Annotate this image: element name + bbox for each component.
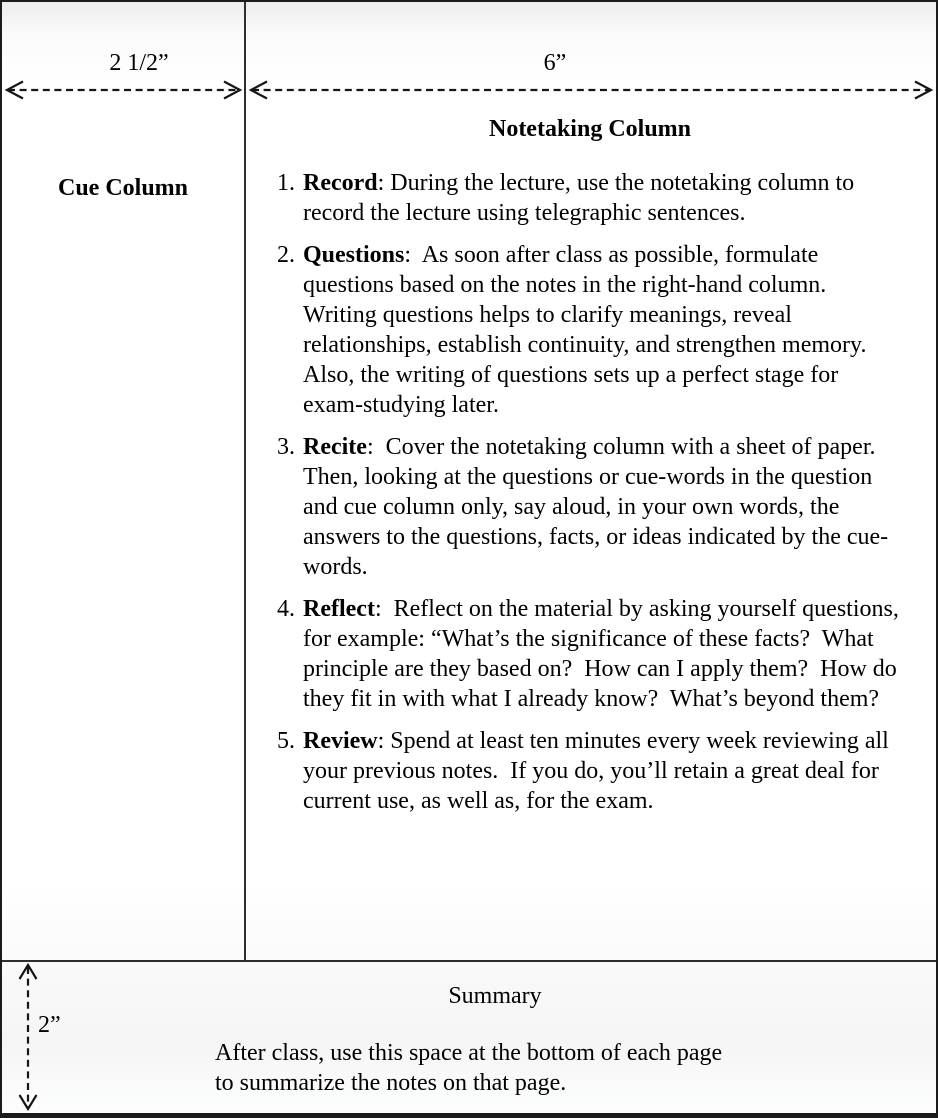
step-description: : Reflect on the material by asking yourself questions, for example: “What’s the significance of these facts? What principle are they based on? How can I apply them? How do they fit in with what I already know? What’s beyond them? xyxy=(303,596,905,712)
step-recite xyxy=(277,432,903,582)
cue-width-arrow xyxy=(2,78,245,102)
step-record xyxy=(277,168,903,228)
cue-column-title: Cue Column xyxy=(57,175,189,201)
cue-column-width-label: 2 1/2” xyxy=(109,50,169,76)
step-description: : As soon after class as possible, formulate questions based on the notes in the right-hand column. Writing questions helps to clarify meanings, reveal relationships, establish continuity, and strengthen memory. Also, the writing of questions sets up a perfect stage for exam-studying later. xyxy=(303,242,878,418)
step-number: 4. xyxy=(277,596,295,622)
notetaking-column-title: Notetaking Column xyxy=(488,116,692,142)
summary-divider-line xyxy=(2,960,936,962)
step-text xyxy=(303,726,901,816)
step-term: Review xyxy=(303,728,378,754)
step-number: 1. xyxy=(277,170,295,196)
note-column-width-label: 6” xyxy=(543,50,567,76)
step-text xyxy=(303,432,901,582)
step-number: 2. xyxy=(277,242,295,268)
step-text xyxy=(303,240,901,420)
step-review xyxy=(277,726,903,816)
step-reflect xyxy=(277,594,903,714)
step-text xyxy=(303,594,905,714)
notetaking-steps-list xyxy=(277,168,903,828)
step-description: : During the lecture, use the notetaking column to record the lecture using telegraphic sentences. xyxy=(303,170,861,226)
column-divider-line xyxy=(244,2,246,960)
step-term: Questions xyxy=(303,242,405,268)
summary-height-label: 2” xyxy=(38,1012,61,1038)
step-term: Recite xyxy=(303,434,367,460)
summary-title: Summary xyxy=(448,983,542,1009)
step-description: : Cover the notetaking column with a sheet of paper. Then, looking at the questions or cue-words in the question and cue column only, say aloud, in your own words, the answers to the questions, facts, or ideas indicated by the cue-words. xyxy=(303,434,889,580)
step-questions xyxy=(277,240,903,420)
step-text xyxy=(303,168,901,228)
summary-text-line: After class, use this space at the bottom of each page xyxy=(215,1040,723,1066)
summary-text xyxy=(215,1038,722,1098)
step-number: 3. xyxy=(277,434,295,460)
summary-text-line: to summarize the notes on that page. xyxy=(215,1070,567,1096)
step-term: Reflect xyxy=(303,596,375,622)
step-number: 5. xyxy=(277,728,295,754)
step-term: Record xyxy=(303,170,378,196)
note-width-arrow xyxy=(246,78,936,102)
step-description: : Spend at least ten minutes every week reviewing all your previous notes. If you do, you’ll retain a great deal for current use, as well as, for the exam. xyxy=(303,728,895,814)
